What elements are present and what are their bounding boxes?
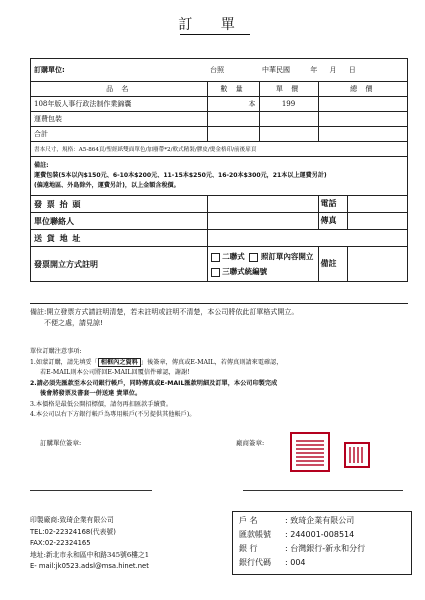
invoice-method-label: 發票開立方式註明 <box>31 247 208 282</box>
printer-name: 印製廠商:致琦企業有限公司 <box>30 516 114 524</box>
note-title: 備註: <box>34 162 49 169</box>
contact-input[interactable] <box>207 213 318 230</box>
company-seal-stamp <box>290 432 330 472</box>
product-spec: 書本尺寸，規格：A5-864頁/聖經紙雙面單色/加廢帶*2/軟式精裝/膠皮/燙金格印/前後扉頁 <box>31 142 408 157</box>
fax-cell <box>318 213 408 230</box>
buyer-signature-line <box>30 490 152 491</box>
title-underline <box>180 34 250 35</box>
note-1-cont: 若E-MAIL則本公司將回E-MAIL回覆信件確認，謝謝! <box>40 369 190 376</box>
bank-account-name: 致琦企業有限公司 <box>290 516 355 525</box>
contact-label: 單位聯絡人 <box>31 213 208 230</box>
buyer-signature-label: 訂購單位簽章: <box>40 439 82 447</box>
three-part-checkbox[interactable] <box>211 268 220 277</box>
fax-label: 傳真 <box>319 213 348 229</box>
vendor-signature-line <box>243 490 403 491</box>
buyer-label: 訂購單位: <box>34 66 65 74</box>
order-date[interactable] <box>259 59 408 82</box>
printer-address: 地址:新北市永和區中和路345號6樓之1 <box>30 550 150 559</box>
item-price: 199 <box>259 97 318 112</box>
bank-row-account: 匯款帳號 : 244001-008514 <box>239 530 355 539</box>
bank-branch: 台灣銀行-新永和分行 <box>290 544 366 553</box>
note-1-part-a: 1.如蒙訂購，請先填妥「 <box>30 358 98 366</box>
notice-separator <box>30 303 408 304</box>
remark-label: 備註 <box>319 247 348 281</box>
note-4: 4.本公司以右下方銀行帳戶為專用帳戶(不另提供其他帳戶)。 <box>30 411 196 418</box>
note-1-part-c: 」後簽章，傳真或E-MAIL，若傳真則請來電確認， <box>140 358 283 366</box>
notice-line-1: 備註:開立發票方式請註明清楚，若未註明或註明不清楚，本公司將依此訂單格式開立。 <box>30 308 299 316</box>
col-item-header: 品 名 <box>31 82 208 97</box>
notice-bar <box>30 307 408 329</box>
phone-cell <box>318 196 408 213</box>
phone-label: 電話 <box>319 196 348 212</box>
shipping-total[interactable] <box>318 112 408 127</box>
bank-branch-key: 銀 行 <box>239 544 258 553</box>
note-2: 2.請必須先匯款至本公司銀行帳戶，同時傳真或E-MAIL匯款明細及訂單，本公司印製完成 <box>30 379 278 387</box>
address-input[interactable] <box>207 230 408 247</box>
remark-cell <box>318 247 408 282</box>
note-3: 3.本價格是最低公開招標價，請勿再扣匯款手續費。 <box>30 400 173 408</box>
col-price-header: 單 價 <box>259 82 318 97</box>
page-title: 訂 單 <box>178 17 247 33</box>
date-year-label: 年 <box>310 66 318 74</box>
sum-total[interactable] <box>318 127 408 142</box>
note-1 <box>30 358 415 369</box>
note-line-2: (偏遠地區、外島除外，運費另計)，以上金額含稅價。 <box>34 182 180 189</box>
shipping-price[interactable] <box>259 112 318 127</box>
address-label: 送 貨 地 址 <box>31 230 208 247</box>
shipping-qty[interactable] <box>207 112 259 127</box>
bank-row-bank: 銀 行 : 台灣銀行-新永和分行 <box>239 544 366 553</box>
invoice-method-options <box>207 247 318 282</box>
note-2-cont: 後會將發票及書套一併送達 貴單位。 <box>40 390 142 397</box>
printer-email: E- mail:jk0523.adsl@msa.hinet.net <box>30 562 149 570</box>
printer-info <box>30 515 149 573</box>
representative-seal-stamp <box>344 442 370 468</box>
order-notes <box>30 347 415 421</box>
notice-line-2: 不便之處，請見諒! <box>44 319 103 327</box>
date-era-label: 中華民國 <box>262 66 290 74</box>
bank-row-name: 戶 名 : 致琦企業有限公司 <box>239 516 355 525</box>
buyer-field[interactable] <box>31 59 208 82</box>
three-part-label: 三聯式統編號 <box>222 267 268 276</box>
two-part-label: 二聯式 <box>222 252 245 261</box>
col-qty-header: 數 量 <box>207 82 259 97</box>
bank-account-box <box>232 511 412 575</box>
vendor-signature-label: 廠商簽章: <box>236 439 265 447</box>
item-total[interactable] <box>318 97 408 112</box>
printer-tel: TEL:02-22324168(代表號) <box>30 527 116 536</box>
bank-code-key: 銀行代碼 <box>239 558 271 567</box>
shipping-label: 運費包裝 <box>31 112 208 127</box>
bank-name-key: 戶 名 <box>239 516 258 525</box>
order-form-table <box>30 58 408 282</box>
two-part-checkbox[interactable] <box>211 253 220 262</box>
bank-account-number: 244001-008514 <box>290 530 355 539</box>
bank-code: 004 <box>290 558 306 567</box>
invoice-title-input[interactable] <box>207 196 318 213</box>
date-day-label: 日 <box>348 66 356 74</box>
note-1-highlight: 相框內之資料 <box>98 358 141 367</box>
shipping-note <box>31 157 408 196</box>
region-label: 台照 <box>207 59 259 82</box>
invoice-title-label: 發 票 抬 頭 <box>31 196 208 213</box>
same-as-order-checkbox[interactable] <box>249 253 258 262</box>
notes-heading: 單位訂購注意事項: <box>30 348 82 355</box>
col-total-header: 總 價 <box>318 82 408 97</box>
item-name: 108年版人事行政法制作業錦囊 <box>31 97 208 112</box>
item-unit[interactable]: 本 <box>207 97 259 112</box>
same-as-order-label: 照訂單內容開立 <box>260 252 314 261</box>
note-line-1: 運費包裝(5本以內$150元、6-10本$200元、11-15本$250元、16-20本$300元，21本以上運費另計) <box>34 172 327 179</box>
bank-account-key: 匯款帳號 <box>239 530 271 539</box>
sum-label: 合計 <box>31 127 208 142</box>
date-month-label: 月 <box>329 66 337 74</box>
bank-row-code: 銀行代碼 : 004 <box>239 558 306 567</box>
printer-fax: FAX:02-22324165 <box>30 539 91 547</box>
sum-price[interactable] <box>259 127 318 142</box>
sum-qty[interactable] <box>207 127 259 142</box>
